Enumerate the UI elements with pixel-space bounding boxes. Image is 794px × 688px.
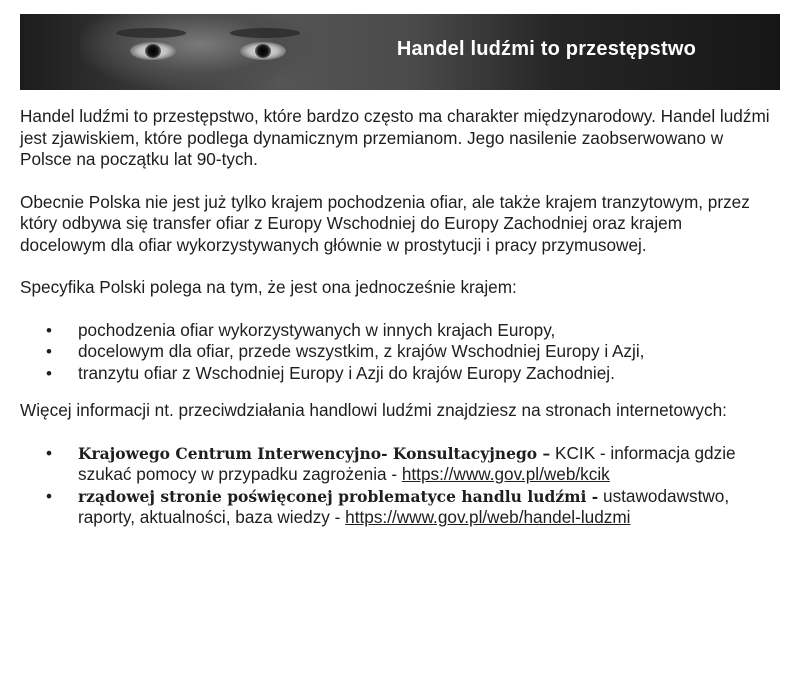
- list-item: • tranzytu ofiar z Wschodniej Europy i Azji do krajów Europy Zachodniej.: [20, 363, 772, 385]
- paragraph-transit: Obecnie Polska nie jest już tylko krajem pochodzenia ofiar, ale także krajem tranzytowym, przez który odbywa się transfer ofiar z Europy Wschodniej do Europy Zachodniej oraz krajem docelowym dla ofiar wykorzystywanych głównie w prostytucji i pracy przymusowej.: [20, 191, 750, 255]
- paragraph-specifics: Specyfika Polski polega na tym, że jest ona jednocześnie krajem:: [20, 277, 517, 297]
- left-brow-shape: [116, 28, 186, 38]
- paragraph-intro: Handel ludźmi to przestępstwo, które bardzo często ma charakter międzynarodowy. Handel ludźmi jest zjawiskiem, które podlega dynamicznym przemianom. Jego nasilenie zaobserwowano w Polsce na początku lat 90-tych.: [20, 106, 770, 169]
- resource-item-kcik: [20, 443, 772, 486]
- kcik-link[interactable]: https://www.gov.pl/web/kcik: [401, 464, 610, 484]
- left-eye-shape: [130, 42, 176, 60]
- resource-links-list: [20, 443, 772, 529]
- resource-desc-kcik: KCIK - informacja gdzie szukać pomocy w przypadku zagrożenia -: [78, 442, 736, 484]
- country-role-list: [20, 320, 772, 385]
- right-eye-shape: [240, 42, 286, 60]
- resource-item-gov: [20, 486, 772, 529]
- article-body: [20, 106, 772, 529]
- handel-ludzmi-link[interactable]: https://www.gov.pl/web/handel-ludzmi: [345, 507, 631, 527]
- resource-desc-gov: ustawodawstwo, raporty, aktualności, baza wiedzy -: [78, 485, 730, 527]
- list-item: • pochodzenia ofiar wykorzystywanych w innych krajach Europy,: [20, 320, 772, 342]
- resource-name-kcik: Krajowego Centrum Interwencyjno- Konsultacyjnego –: [78, 443, 551, 463]
- paragraph-more-info: Więcej informacji nt. przeciwdziałania handlowi ludźmi znajdziesz na stronach internetowych:: [20, 400, 727, 420]
- right-brow-shape: [230, 28, 300, 38]
- resource-name-gov: rządowej stronie poświęconej problematyce handlu ludźmi -: [78, 486, 599, 506]
- list-item: • docelowym dla ofiar, przede wszystkim, z krajów Wschodniej Europy i Azji,: [20, 341, 772, 363]
- header-banner: [20, 14, 780, 90]
- page-title: Handel ludźmi to przestępstwo: [396, 38, 696, 60]
